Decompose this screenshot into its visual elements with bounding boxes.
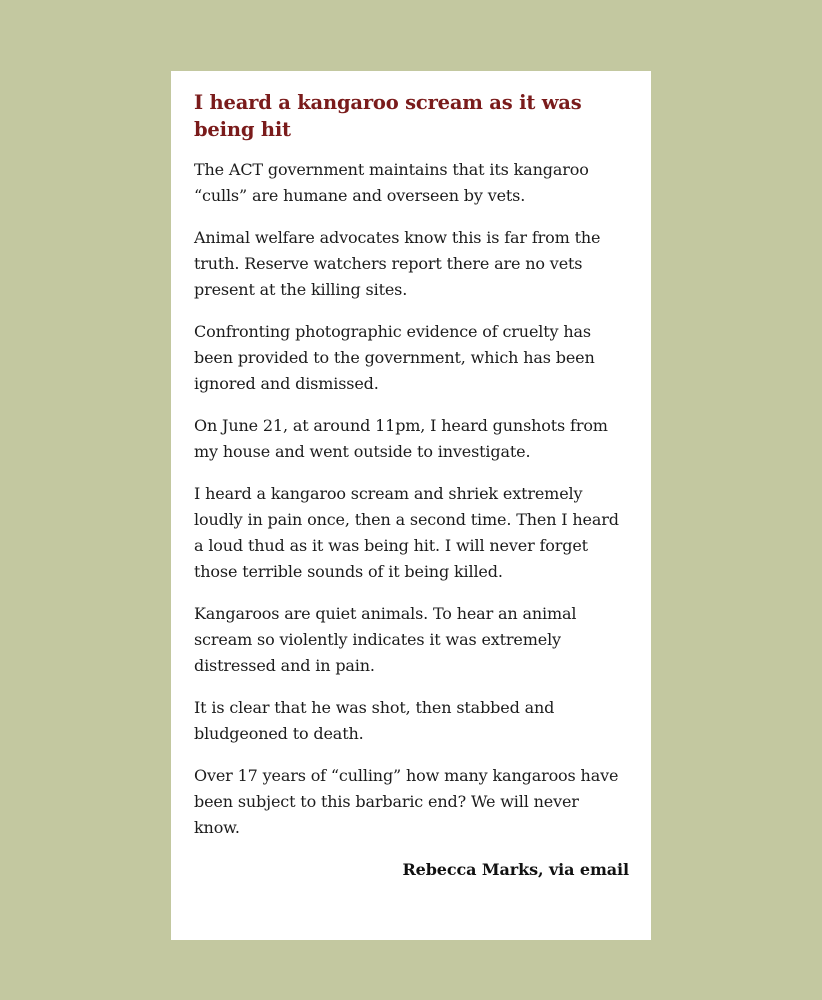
letter-paragraph: It is clear that he was shot, then stabbed and bludgeoned to death. bbox=[194, 698, 555, 743]
letter-paragraph: Over 17 years of “culling” how many kangaroos have been subject to this barbaric end? We will never know. bbox=[194, 766, 619, 837]
letter-headline: I heard a kangaroo scream as it was being hit bbox=[194, 91, 582, 141]
letter-paragraph: Confronting photographic evidence of cruelty has been provided to the government, which has been ignored and dismissed. bbox=[194, 322, 595, 393]
letter-paragraph: On June 21, at around 11pm, I heard gunshots from my house and went outside to investigate. bbox=[194, 416, 608, 461]
letter-paragraph: Kangaroos are quiet animals. To hear an animal scream so violently indicates it was extremely distressed and in pain. bbox=[194, 604, 577, 675]
letter-paragraph: I heard a kangaroo scream and shriek extremely loudly in pain once, then a second time. Then I heard a loud thud as it was being hit. I will never forget those terrible sounds of it being killed. bbox=[194, 484, 619, 581]
letter-paragraph: The ACT government maintains that its kangaroo “culls” are humane and overseen by vets. bbox=[194, 160, 589, 205]
letter-card bbox=[171, 71, 651, 940]
letter-paragraph: Animal welfare advocates know this is far from the truth. Reserve watchers report there are no vets present at the killing sites. bbox=[194, 228, 601, 299]
letter-signature: Rebecca Marks, via email bbox=[402, 860, 629, 879]
